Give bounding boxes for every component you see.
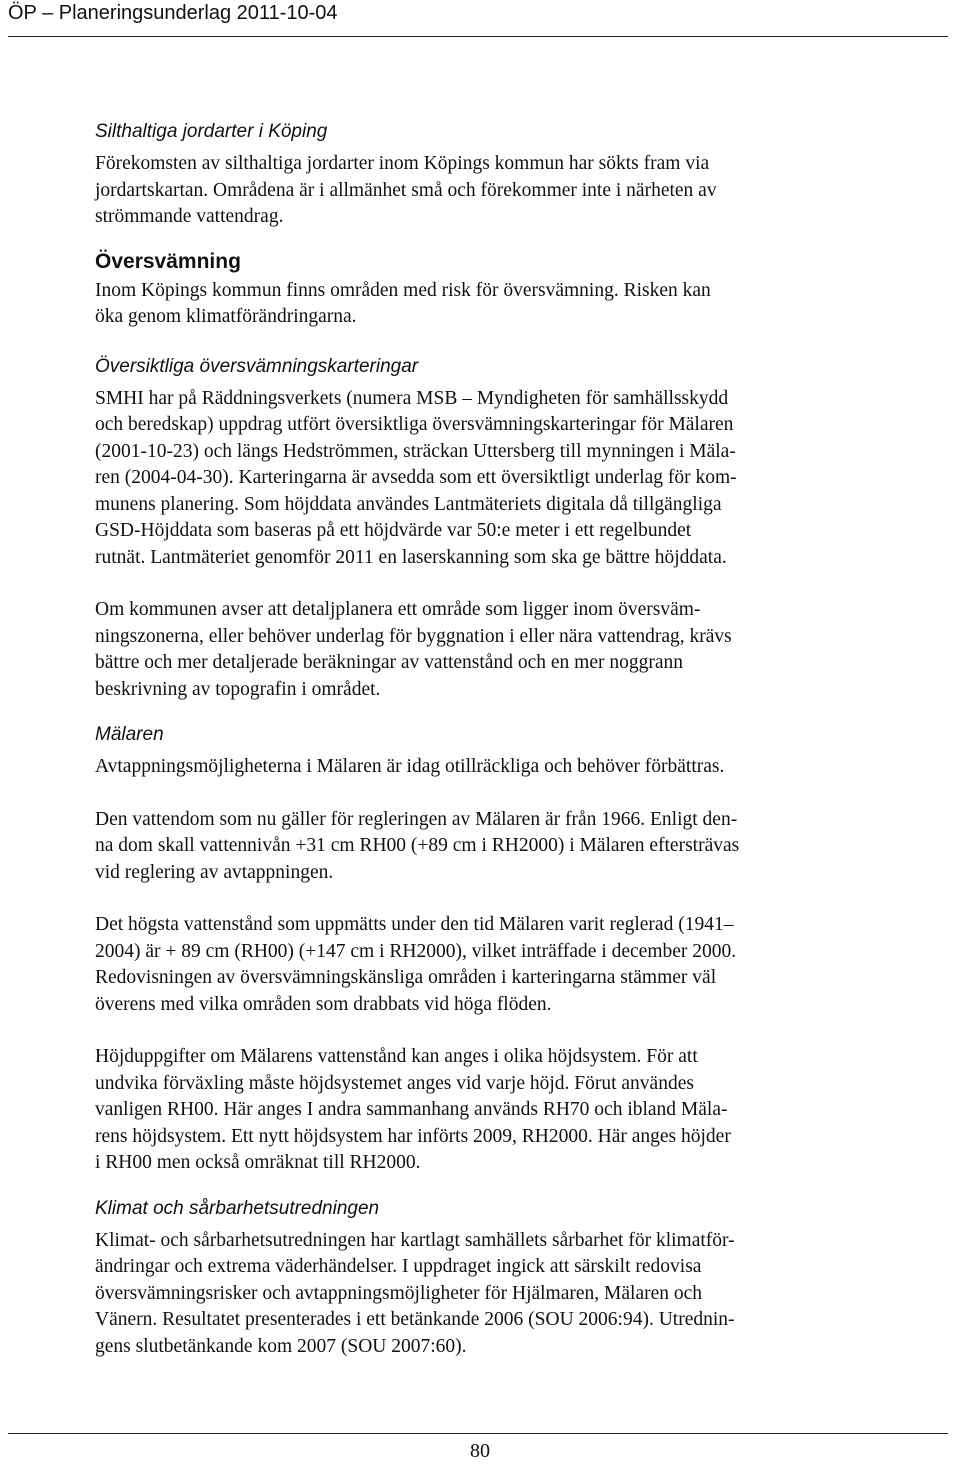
page-body — [95, 118, 865, 1360]
malaren-paragraph-1: Avtappningsmöjligheterna i Mälaren är idag otillräckliga och behöver förbättras. — [95, 756, 725, 777]
page-number: 80 — [470, 1440, 490, 1462]
page-header: ÖP – Planeringsunderlag 2011-10-04 — [8, 2, 338, 24]
flood-heading: Översvämning — [95, 249, 241, 273]
climate-heading: Klimat och sårbarhetsutredningen — [95, 1197, 380, 1219]
malaren-paragraph-4: Höjduppgifter om Mälarens vattenstånd kan anges i olika höjdsystem. För att undvika förväxling måste höjdsystemet anges vid varje höjd. Förut användes vanligen RH00. Här anges I andra sammanhang används RH70 och ibland Mäla- rens höjdsystem. Ett nytt höjdsystem har införts 2009, RH2000. Här anges höjder i RH00 men också omräknat till RH2000. — [95, 1046, 731, 1173]
mapping-heading: Översiktliga översvämningskarteringar — [95, 355, 419, 377]
mapping-paragraph-2: Om kommunen avser att detaljplanera ett område som ligger inom översväm- ningszonerna, eller behöver underlag för byggnation i eller nära vattendrag, krävs bättre och mer detaljerade beräkningar av vattenstånd och en mer noggrann beskrivning av topografin i området. — [95, 599, 732, 700]
footer-divider — [8, 1433, 948, 1434]
silt-heading: Silthaltiga jordarter i Köping — [95, 121, 328, 142]
flood-paragraph: Inom Köpings kommun finns områden med risk för översvämning. Risken kan öka genom klimatförändringarna. — [95, 279, 711, 327]
silt-paragraph: Förekomsten av silthaltiga jordarter inom Köpings kommun har sökts fram via jordartskartan. Områdena är i allmänhet små och förekommer inte i närheten av strömmande vattendrag. — [95, 153, 717, 227]
mapping-paragraph: SMHI har på Räddningsverkets (numera MSB – Myndigheten för samhällsskydd och beredskap) uppdrag utfört översiktliga översvämningskarteringar för Mälaren (2001-10-23) och längs Hedströmmen, sträckan Uttersberg till mynningen i Mäla- ren (2004-04-30). Karteringarna är avsedda som ett översiktligt underlag för kom- munens planering. Som höjddata användes Lantmäteriets digitala då tillgängliga GSD-Höjddata som baseras på ett höjdvärde var 50:e meter i ett regelbundet rutnät. Lantmäteriet genomför 2011 en laserskanning som ska ge bättre höjddata. — [95, 387, 737, 568]
malaren-paragraph-3: Det högsta vattenstånd som uppmätts under den tid Mälaren varit reglerad (1941– 2004) är + 89 cm (RH00) (+147 cm i RH2000), vilket inträffade i december 2000. Redovisningen av översvämningskänsliga områden i karteringarna stämmer väl överens med vilka områden som drabbats vid höga flöden. — [95, 914, 737, 1015]
climate-paragraph: Klimat- och sårbarhetsutredningen har kartlagt samhällets sårbarhet för klimatför- ändringar och extrema väderhändelser. I uppdraget ingick att särskilt redovisa översvämningsrisker och avtappningsmöjligheter för Hjälmaren, Mälaren och Vänern. Resultatet presenterades i ett betänkande 2006 (SOU 2006:94). Utrednin- gens slutbetänkande kom 2007 (SOU 2007:60). — [95, 1229, 735, 1357]
header-divider — [8, 36, 948, 37]
malaren-heading: Mälaren — [95, 724, 164, 745]
malaren-paragraph-2: Den vattendom som nu gäller för regleringen av Mälaren är från 1966. Enligt den- na dom skall vattennivån +31 cm RH00 (+89 cm i RH2000) i Mälaren eftersträvas vid reglering av avtappningen. — [95, 808, 740, 883]
